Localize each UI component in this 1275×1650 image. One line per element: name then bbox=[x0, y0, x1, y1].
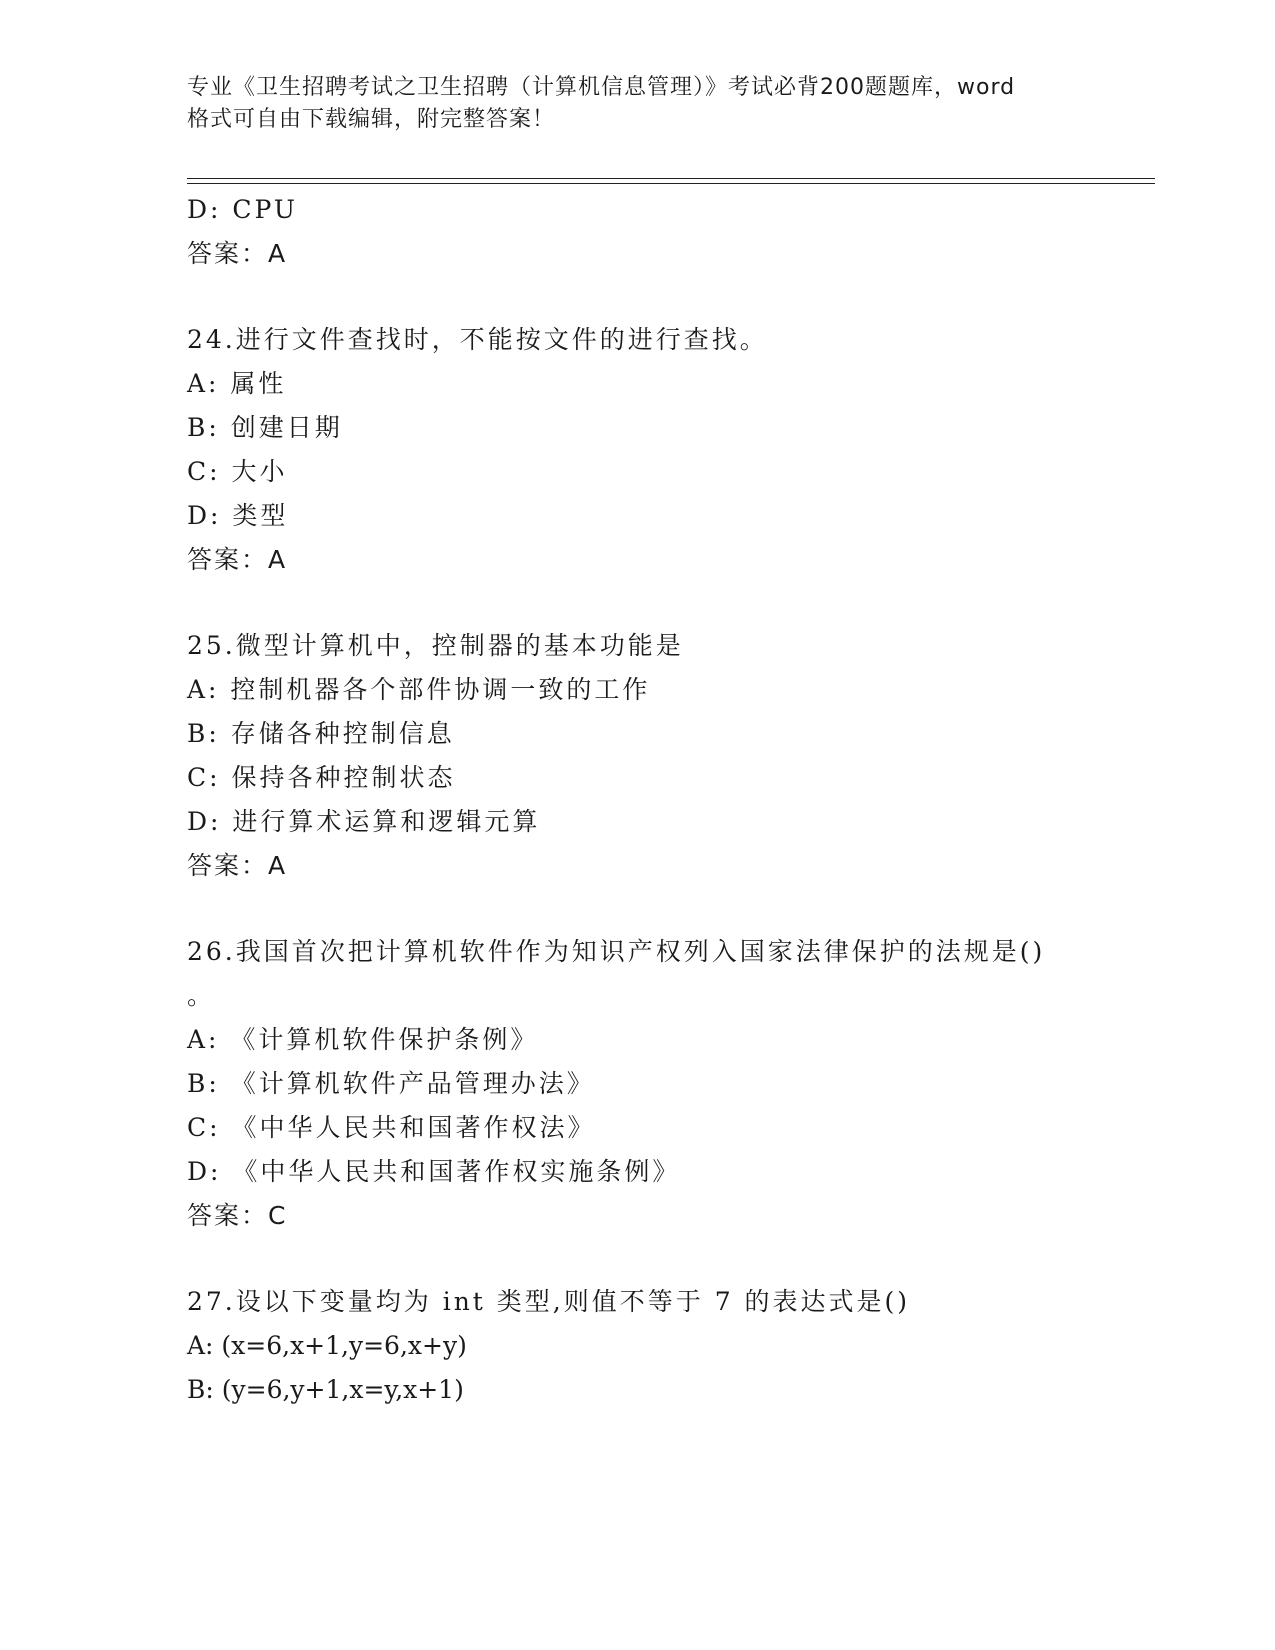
q25-stem: 25.微型计算机中，控制器的基本功能是 bbox=[187, 631, 684, 660]
q26-option-a: A: 《计算机软件保护条例》 bbox=[187, 1025, 539, 1054]
q26-answer: 答案：C bbox=[187, 1201, 288, 1230]
q25-option-c: C: 保持各种控制状态 bbox=[187, 763, 456, 792]
header-divider-top bbox=[187, 178, 1155, 179]
q24-option-b: B: 创建日期 bbox=[187, 413, 343, 442]
q27-stem: 27.设以下变量均为 int 类型,则值不等于 7 的表达式是() bbox=[187, 1287, 911, 1316]
header-line-2: 格式可自由下载编辑，附完整答案！ bbox=[187, 107, 556, 132]
q26-option-c: C: 《中华人民共和国著作权法》 bbox=[187, 1113, 596, 1142]
document-header bbox=[187, 72, 1117, 136]
q24-option-d: D: 类型 bbox=[187, 501, 289, 530]
q25-option-d: D: 进行算术运算和逻辑元算 bbox=[187, 807, 541, 836]
q25-option-a: A: 控制机器各个部件协调一致的工作 bbox=[187, 675, 651, 704]
prev-option-d: D: CPU bbox=[187, 195, 298, 224]
q26-stem-continuation: 。 bbox=[187, 981, 216, 1010]
q25-answer: 答案：A bbox=[187, 851, 288, 880]
header-line-1: 专业《卫生招聘考试之卫生招聘（计算机信息管理）》考试必背200题题库，word bbox=[187, 75, 1016, 100]
q26-option-b: B: 《计算机软件产品管理办法》 bbox=[187, 1069, 595, 1098]
q24-answer: 答案：A bbox=[187, 545, 288, 574]
q27-option-b: B: (y=6,y+1,x=y,x+1) bbox=[187, 1375, 464, 1404]
header-divider-bottom bbox=[187, 183, 1155, 184]
q26-stem: 26.我国首次把计算机软件作为知识产权列入国家法律保护的法规是() bbox=[187, 937, 1046, 966]
q26-option-d: D: 《中华人民共和国著作权实施条例》 bbox=[187, 1157, 681, 1186]
q24-stem: 24.进行文件查找时，不能按文件的进行查找。 bbox=[187, 325, 768, 354]
q24-option-c: C: 大小 bbox=[187, 457, 288, 486]
q27-option-a: A: (x=6,x+1,y=6,x+y) bbox=[187, 1331, 467, 1360]
prev-answer: 答案：A bbox=[187, 239, 288, 268]
q25-option-b: B: 存储各种控制信息 bbox=[187, 719, 455, 748]
q24-option-a: A: 属性 bbox=[187, 369, 287, 398]
